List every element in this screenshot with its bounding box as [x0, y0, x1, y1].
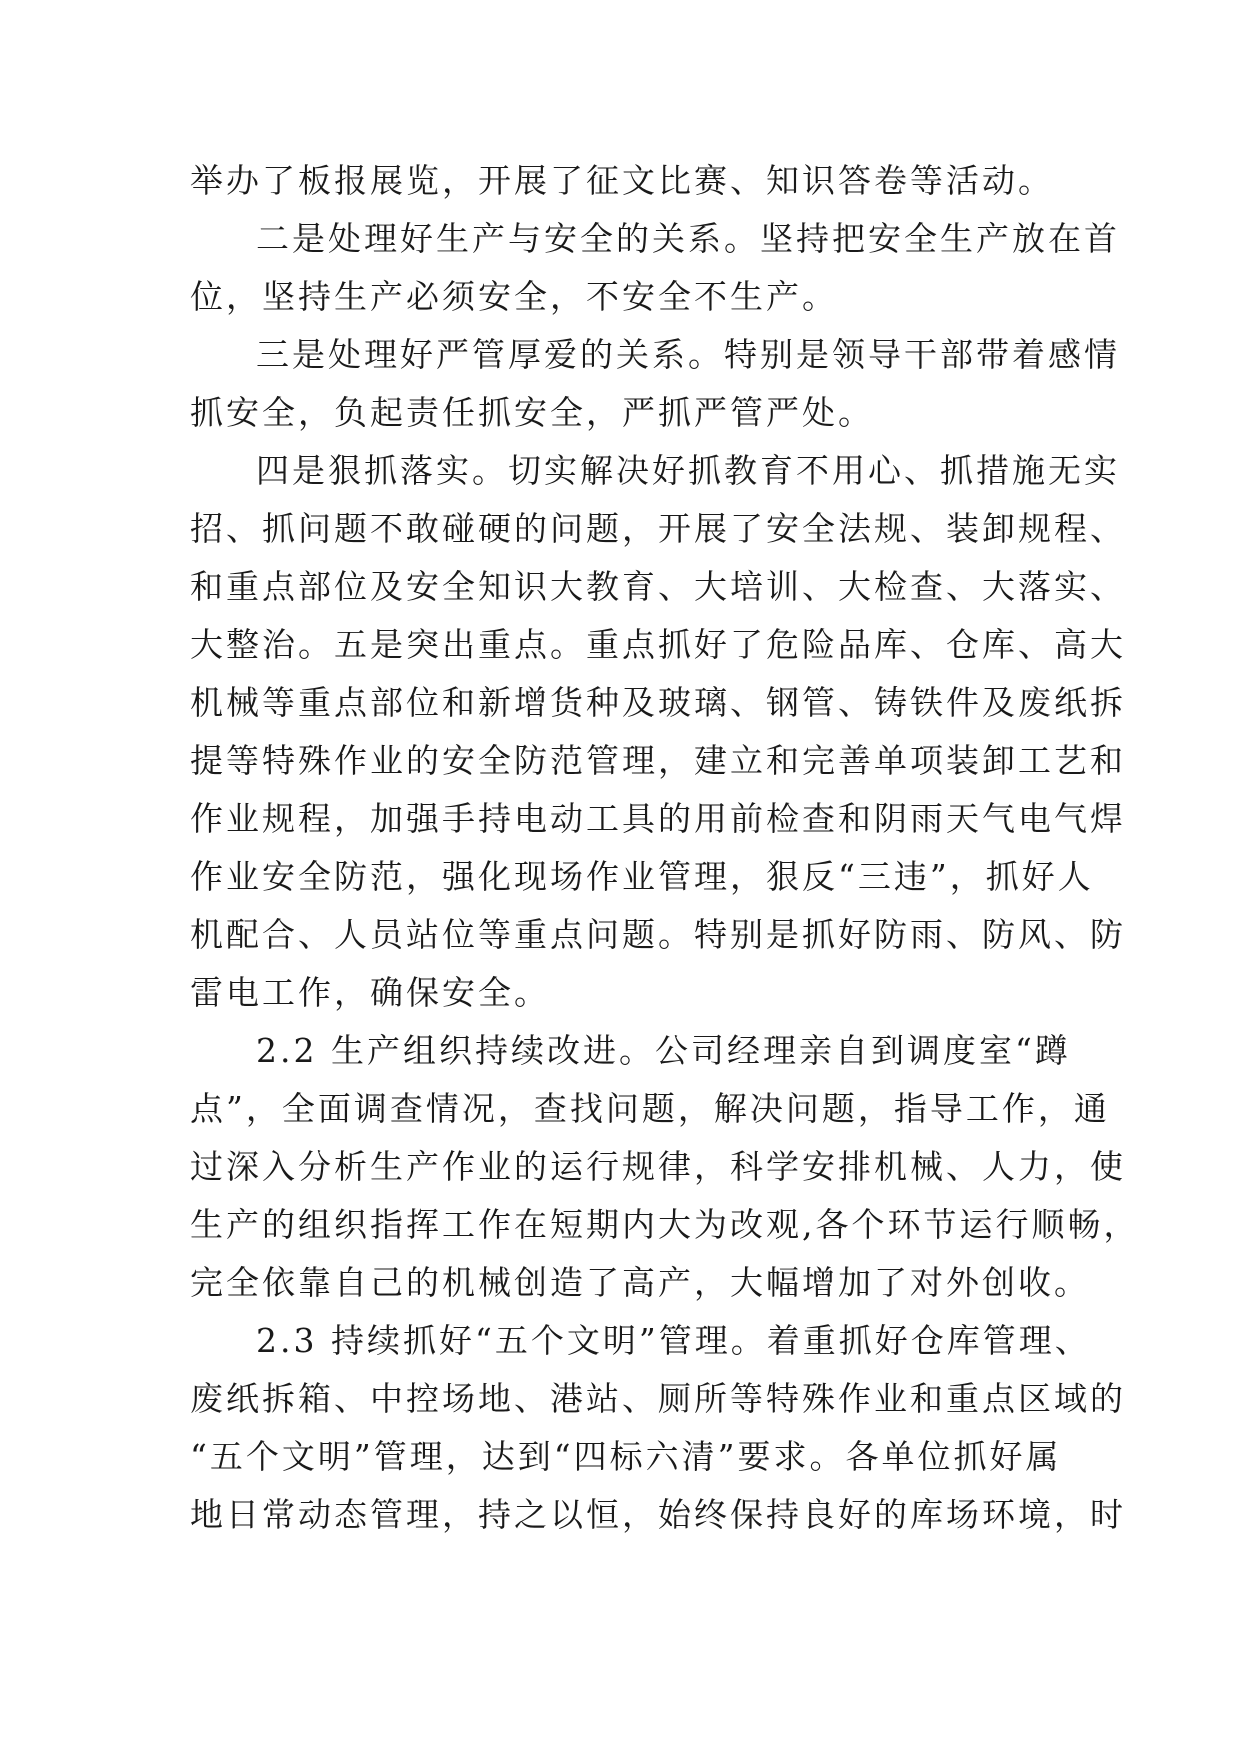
text-line: 四是狠抓落实。切实解决好抓教育不用心、抓措施无实: [256, 451, 1120, 490]
text-line: 机械等重点部位和新增货种及玻璃、钢管、铸铁件及废纸拆: [190, 683, 1126, 722]
text-line: “五个文明”管理，达到“四标六清”要求。各单位抓好属: [190, 1437, 1062, 1476]
text-line: 抓安全，负起责任抓安全，严抓严管严处。: [190, 393, 874, 432]
text-line: 机配合、人员站位等重点问题。特别是抓好防雨、防风、防: [190, 915, 1126, 954]
text-line: 二是处理好生产与安全的关系。坚持把安全生产放在首: [256, 219, 1120, 258]
text-line: 雷电工作，确保安全。: [190, 973, 550, 1012]
text-line: 生产的组织指挥工作在短期内大为改观,各个环节运行顺畅，: [190, 1205, 1140, 1244]
body-text: [190, 152, 1140, 1544]
text-line: 完全依靠自己的机械创造了高产，大幅增加了对外创收。: [190, 1263, 1090, 1302]
text-line: 废纸拆箱、中控场地、港站、厕所等特殊作业和重点区域的: [190, 1379, 1126, 1418]
text-line: 大整治。五是突出重点。重点抓好了危险品库、仓库、高大: [190, 625, 1126, 664]
text-line: 招、抓问题不敢碰硬的问题，开展了安全法规、装卸规程、: [190, 509, 1126, 548]
text-line: 位，坚持生产必须安全，不安全不生产。: [190, 277, 838, 316]
text-line: 提等特殊作业的安全防范管理，建立和完善单项装卸工艺和: [190, 741, 1126, 780]
text-line: 和重点部位及安全知识大教育、大培训、大检查、大落实、: [190, 567, 1126, 606]
text-line: 点”，全面调查情况，查找问题，解决问题，指导工作，通: [190, 1089, 1110, 1128]
text-line: 2.2 生产组织持续改进。公司经理亲自到调度室“蹲: [256, 1031, 1071, 1070]
text-line: 2.3 持续抓好“五个文明”管理。着重抓好仓库管理、: [256, 1321, 1091, 1360]
text-line: 过深入分析生产作业的运行规律，科学安排机械、人力，使: [190, 1147, 1126, 1186]
text-line: 地日常动态管理，持之以恒，始终保持良好的库场环境，时: [190, 1495, 1126, 1534]
text-line: 作业规程，加强手持电动工具的用前检查和阴雨天气电气焊: [190, 799, 1126, 838]
text-line: 作业安全防范，强化现场作业管理，狠反“三违”，抓好人: [190, 857, 1094, 896]
text-line: 三是处理好严管厚爱的关系。特别是领导干部带着感情: [256, 335, 1120, 374]
text-line: 举办了板报展览，开展了征文比赛、知识答卷等活动。: [190, 161, 1054, 200]
